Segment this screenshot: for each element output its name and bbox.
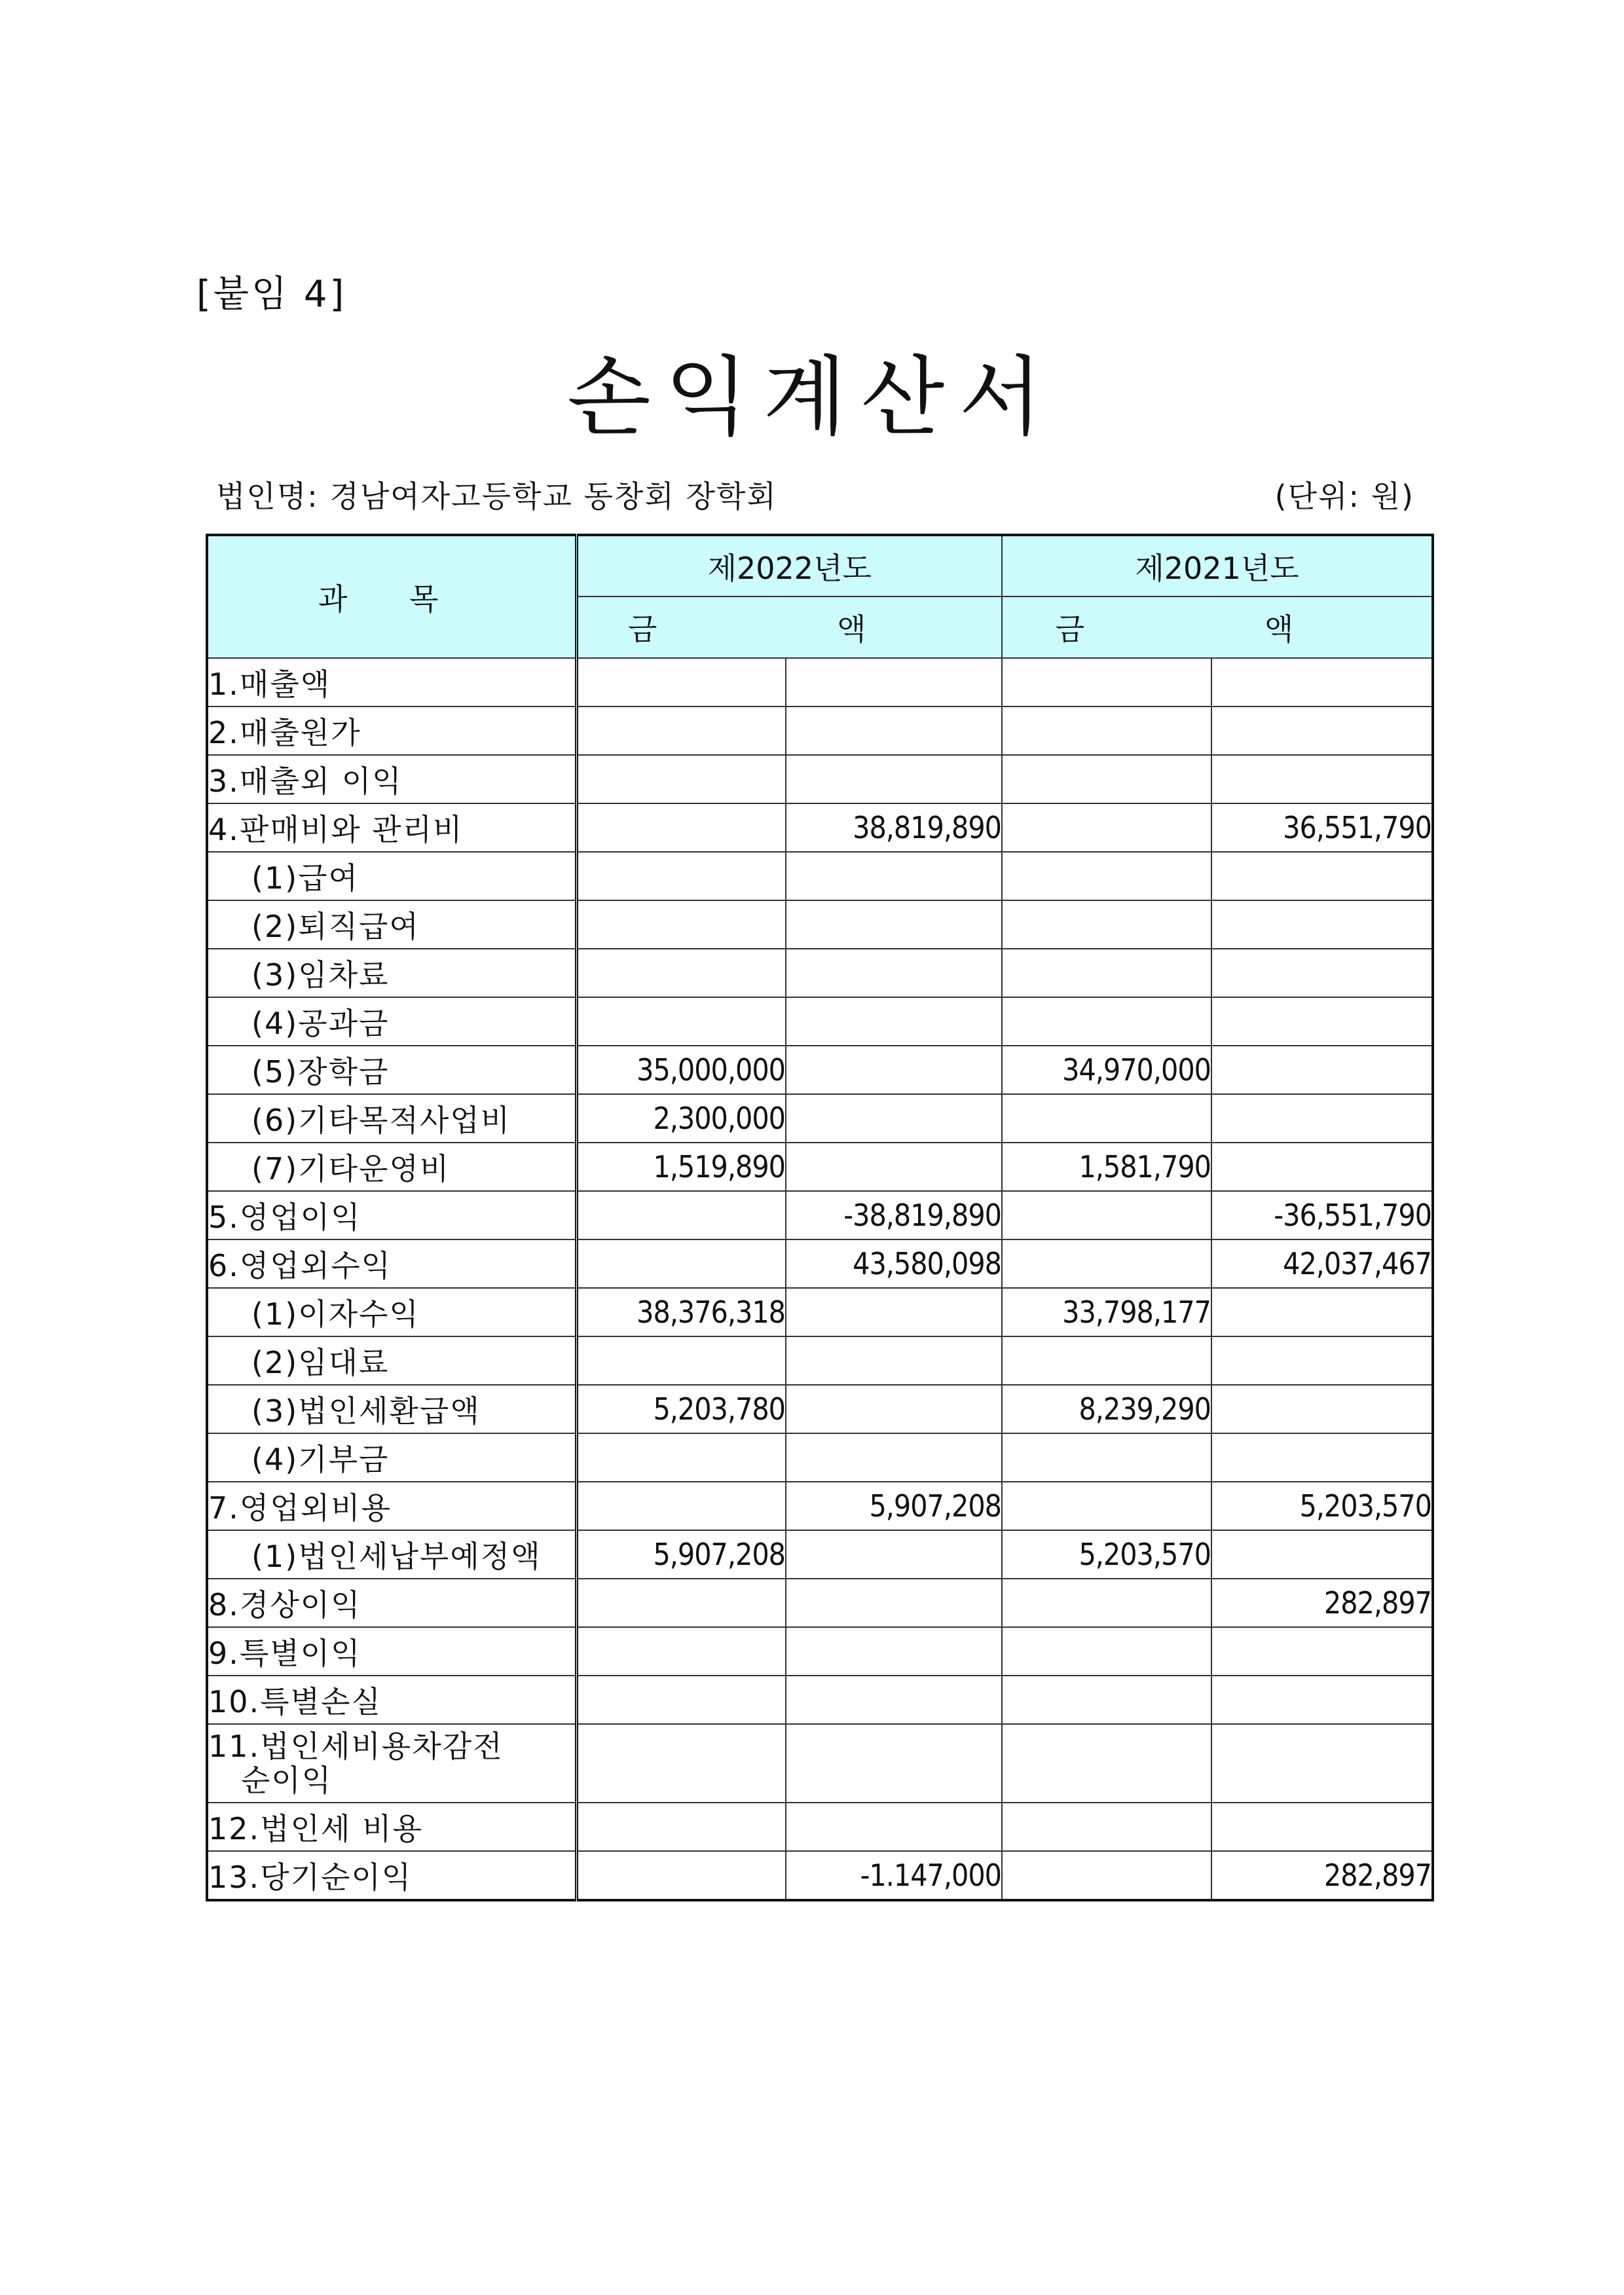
amount-cell-c4 <box>1211 949 1433 997</box>
row-label <box>207 1676 576 1724</box>
row-label-text: 10.특별손실 <box>208 1684 382 1719</box>
amount-cell-c4 <box>1211 1530 1433 1579</box>
row-label-text: 9.특별이익 <box>208 1636 361 1671</box>
amount-cell-c2 <box>786 1579 1002 1627</box>
amount-cell-c4 <box>1211 1676 1433 1724</box>
amount-cell-c2 <box>786 658 1002 707</box>
row-label <box>207 997 576 1046</box>
attachment-label: [붙임 4] <box>196 273 347 316</box>
row-label <box>207 1724 576 1803</box>
amount-cell-c1 <box>576 1579 786 1627</box>
amount-cell-c1 <box>576 707 786 755</box>
row-label-text-line2: 순이익 <box>241 1763 333 1798</box>
amount-cell-c3 <box>1002 803 1211 852</box>
table-row <box>207 1579 1433 1627</box>
amount-cell-c1 <box>576 900 786 949</box>
currency-unit: (단위: 원) <box>1274 479 1414 514</box>
amount-cell-c3 <box>1002 1336 1211 1385</box>
row-label-text: 13.당기순이익 <box>208 1860 413 1895</box>
amount-cell-c4 <box>1211 1433 1433 1482</box>
table-row <box>207 1288 1433 1336</box>
row-label-text: 3.매출외 이익 <box>208 763 403 799</box>
amount-cell-c2: -38,819,890 <box>786 1191 1002 1239</box>
amount-cell-c2 <box>786 1385 1002 1433</box>
amount-cell-c2: 43,580,098 <box>786 1239 1002 1288</box>
table-row <box>207 1803 1433 1851</box>
table-row <box>207 707 1433 755</box>
amount-cell-c1 <box>576 1851 786 1900</box>
amount-cell-c1: 5,203,780 <box>576 1385 786 1433</box>
amount-cell-c4: 5,203,570 <box>1211 1482 1433 1530</box>
table-row <box>207 1046 1433 1094</box>
amount-cell-c4 <box>1211 852 1433 900</box>
amount-cell-c4: -36,551,790 <box>1211 1191 1433 1239</box>
amount-cell-c3 <box>1002 852 1211 900</box>
amount-2021-header-text: 금 액 <box>1055 612 1379 647</box>
amount-2022-header-text: 금 액 <box>628 612 951 647</box>
table-row <box>207 1239 1433 1288</box>
amount-cell-c3 <box>1002 997 1211 1046</box>
table-row <box>207 1336 1433 1385</box>
row-label-text: (1)법인세납부예정액 <box>251 1539 542 1574</box>
amount-cell-c2 <box>786 1433 1002 1482</box>
row-label-text: (2)임대료 <box>251 1345 390 1380</box>
row-label-text: 4.판매비와 관리비 <box>208 812 464 847</box>
amount-cell-c4 <box>1211 1803 1433 1851</box>
row-label-text: 5.영업이익 <box>208 1200 361 1235</box>
row-label-text: (3)법인세환급액 <box>251 1393 481 1429</box>
amount-cell-c1 <box>576 852 786 900</box>
row-label <box>207 1627 576 1676</box>
row-label <box>207 1094 576 1143</box>
amount-cell-c3: 34,970,000 <box>1002 1046 1211 1094</box>
amount-cell-c3 <box>1002 658 1211 707</box>
amount-cell-c2 <box>786 1530 1002 1579</box>
corporation-name: 법인명: 경남여자고등학교 동창회 장학회 <box>216 479 777 514</box>
amount-cell-c1 <box>576 658 786 707</box>
amount-cell-c2 <box>786 1046 1002 1094</box>
table-row <box>207 1482 1433 1530</box>
row-label-text: (4)공과금 <box>251 1006 390 1041</box>
amount-cell-c3 <box>1002 707 1211 755</box>
amount-cell-c4 <box>1211 707 1433 755</box>
amount-cell-c1 <box>576 1803 786 1851</box>
amount-cell-c2 <box>786 1143 1002 1191</box>
statement-body <box>207 658 1433 1900</box>
row-label <box>207 1579 576 1627</box>
amount-cell-c1: 1,519,890 <box>576 1143 786 1191</box>
amount-cell-c3 <box>1002 949 1211 997</box>
amount-cell-c3: 1,581,790 <box>1002 1143 1211 1191</box>
amount-cell-c3: 33,798,177 <box>1002 1288 1211 1336</box>
row-label-text: 1.매출액 <box>208 667 331 702</box>
amount-cell-c3 <box>1002 1627 1211 1676</box>
amount-cell-c4: 42,037,467 <box>1211 1239 1433 1288</box>
table-row <box>207 1433 1433 1482</box>
row-label-text: 7.영업외비용 <box>208 1490 392 1526</box>
row-label <box>207 803 576 852</box>
table-row <box>207 1143 1433 1191</box>
row-label <box>207 852 576 900</box>
row-label-text: (4)기부금 <box>251 1442 390 1477</box>
amount-cell-c1 <box>576 949 786 997</box>
amount-cell-c2 <box>786 1724 1002 1803</box>
row-label <box>207 1482 576 1530</box>
row-label <box>207 1385 576 1433</box>
amount-cell-c4 <box>1211 1143 1433 1191</box>
table-row <box>207 852 1433 900</box>
period-2022-header: 제2022년도 <box>576 535 1002 597</box>
row-label <box>207 1336 576 1385</box>
amount-cell-c1 <box>576 1336 786 1385</box>
amount-cell-c2: -1.147,000 <box>786 1851 1002 1900</box>
amount-cell-c2 <box>786 1803 1002 1851</box>
table-row <box>207 1094 1433 1143</box>
row-label <box>207 1803 576 1851</box>
table-row <box>207 1191 1433 1239</box>
amount-cell-c4 <box>1211 755 1433 803</box>
amount-cell-c2 <box>786 949 1002 997</box>
amount-cell-c2 <box>786 755 1002 803</box>
amount-cell-c2: 38,819,890 <box>786 803 1002 852</box>
table-row <box>207 1851 1433 1900</box>
amount-cell-c3 <box>1002 900 1211 949</box>
amount-cell-c4 <box>1211 900 1433 949</box>
row-label <box>207 755 576 803</box>
amount-cell-c4 <box>1211 1724 1433 1803</box>
amount-cell-c1 <box>576 1676 786 1724</box>
table-row <box>207 949 1433 997</box>
amount-cell-c4 <box>1211 1385 1433 1433</box>
amount-2022-header <box>576 597 1002 658</box>
amount-cell-c2 <box>786 707 1002 755</box>
amount-cell-c1 <box>576 1433 786 1482</box>
amount-cell-c1 <box>576 1482 786 1530</box>
row-label-text: (2)퇴직급여 <box>251 909 420 944</box>
amount-cell-c4 <box>1211 1336 1433 1385</box>
row-label-text: (1)이자수익 <box>251 1296 420 1332</box>
row-label <box>207 1239 576 1288</box>
row-label <box>207 707 576 755</box>
table-row <box>207 1676 1433 1724</box>
income-statement-table <box>206 534 1434 1901</box>
row-label-text: 2.매출원가 <box>208 715 361 750</box>
amount-cell-c1 <box>576 1239 786 1288</box>
amount-cell-c2 <box>786 852 1002 900</box>
amount-cell-c2 <box>786 1676 1002 1724</box>
table-row <box>207 755 1433 803</box>
row-label <box>207 1191 576 1239</box>
row-label-text: (5)장학금 <box>251 1054 390 1090</box>
table-row <box>207 997 1433 1046</box>
row-label-text: (6)기타목적사업비 <box>251 1103 511 1138</box>
row-label <box>207 1046 576 1094</box>
row-label <box>207 900 576 949</box>
amount-cell-c4: 36,551,790 <box>1211 803 1433 852</box>
row-label <box>207 1288 576 1336</box>
amount-cell-c3 <box>1002 1433 1211 1482</box>
row-label-text: (1)급여 <box>251 860 360 896</box>
amount-cell-c1 <box>576 755 786 803</box>
amount-cell-c2: 5,907,208 <box>786 1482 1002 1530</box>
amount-cell-c4 <box>1211 997 1433 1046</box>
table-row <box>207 803 1433 852</box>
amount-cell-c1: 2,300,000 <box>576 1094 786 1143</box>
row-label <box>207 1433 576 1482</box>
amount-cell-c2 <box>786 900 1002 949</box>
amount-cell-c3 <box>1002 1851 1211 1900</box>
row-label-text: 12.법인세 비용 <box>208 1811 423 1846</box>
amount-cell-c2 <box>786 1288 1002 1336</box>
amount-cell-c1 <box>576 1191 786 1239</box>
amount-cell-c4: 282,897 <box>1211 1579 1433 1627</box>
amount-cell-c4 <box>1211 1094 1433 1143</box>
amount-cell-c3 <box>1002 1803 1211 1851</box>
amount-cell-c4 <box>1211 1288 1433 1336</box>
row-label-text: 11.법인세비용차감전 <box>208 1729 504 1764</box>
row-label-text: (7)기타운영비 <box>251 1151 451 1186</box>
amount-cell-c3 <box>1002 1724 1211 1803</box>
amount-cell-c3 <box>1002 755 1211 803</box>
row-label <box>207 949 576 997</box>
amount-cell-c3 <box>1002 1482 1211 1530</box>
row-label-text: 6.영업외수익 <box>208 1248 392 1283</box>
amount-cell-c1 <box>576 1627 786 1676</box>
subject-header <box>207 535 576 658</box>
row-label-text: (3)임차료 <box>251 957 390 993</box>
amount-cell-c1 <box>576 997 786 1046</box>
amount-cell-c4 <box>1211 1627 1433 1676</box>
amount-cell-c4: 282,897 <box>1211 1851 1433 1900</box>
table-row <box>207 1385 1433 1433</box>
row-label-text: 8.경상이익 <box>208 1587 361 1623</box>
table-row <box>207 1724 1433 1803</box>
amount-2021-header <box>1002 597 1433 658</box>
amount-cell-c3 <box>1002 1239 1211 1288</box>
amount-cell-c2 <box>786 1336 1002 1385</box>
subject-header-text: 과 목 <box>318 581 465 617</box>
amount-cell-c2 <box>786 1094 1002 1143</box>
document-title: 손익계산서 <box>567 347 1057 448</box>
header-row-period <box>207 535 1433 597</box>
row-label <box>207 1143 576 1191</box>
amount-cell-c1 <box>576 803 786 852</box>
table-row <box>207 658 1433 707</box>
table-row <box>207 1627 1433 1676</box>
amount-cell-c3 <box>1002 1579 1211 1627</box>
row-label <box>207 658 576 707</box>
amount-cell-c1 <box>576 1724 786 1803</box>
amount-cell-c2 <box>786 997 1002 1046</box>
amount-cell-c2 <box>786 1627 1002 1676</box>
table-row <box>207 1530 1433 1579</box>
amount-cell-c4 <box>1211 1046 1433 1094</box>
amount-cell-c3: 5,203,570 <box>1002 1530 1211 1579</box>
row-label <box>207 1530 576 1579</box>
amount-cell-c1: 35,000,000 <box>576 1046 786 1094</box>
amount-cell-c1: 5,907,208 <box>576 1530 786 1579</box>
amount-cell-c3: 8,239,290 <box>1002 1385 1211 1433</box>
amount-cell-c3 <box>1002 1676 1211 1724</box>
amount-cell-c3 <box>1002 1191 1211 1239</box>
amount-cell-c4 <box>1211 658 1433 707</box>
period-2021-header: 제2021년도 <box>1002 535 1433 597</box>
amount-cell-c1: 38,376,318 <box>576 1288 786 1336</box>
row-label <box>207 1851 576 1900</box>
amount-cell-c3 <box>1002 1094 1211 1143</box>
table-row <box>207 900 1433 949</box>
